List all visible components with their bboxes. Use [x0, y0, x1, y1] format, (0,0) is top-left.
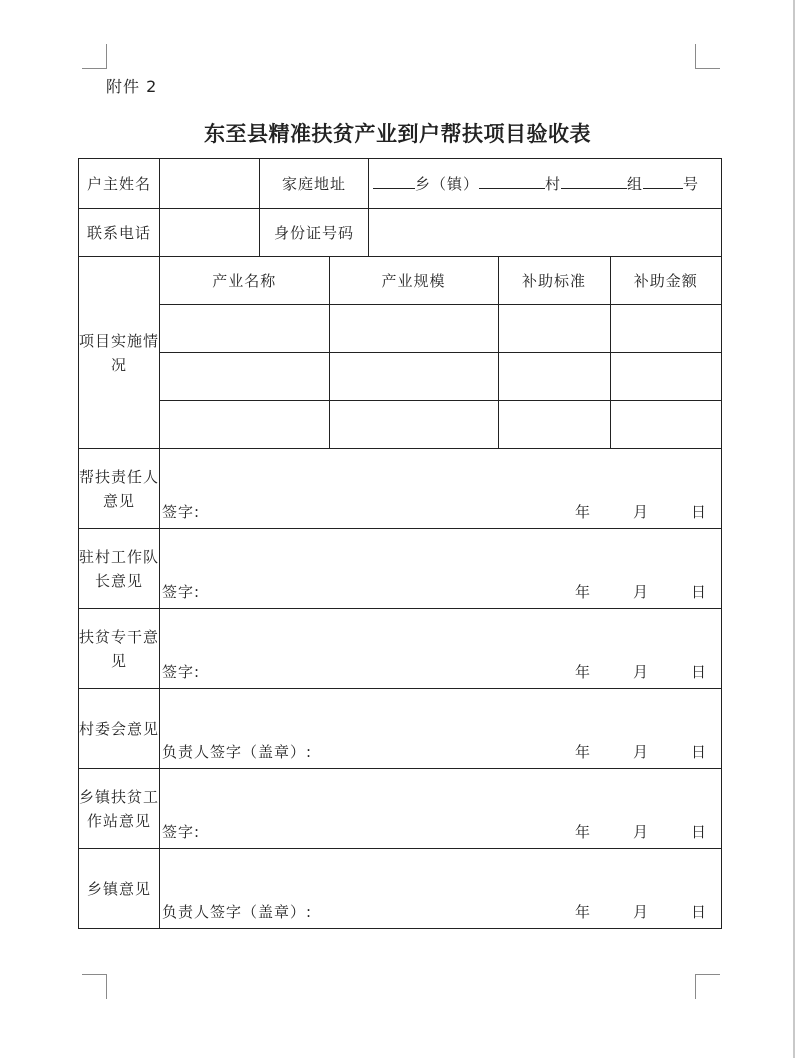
day-label: 日 [690, 903, 707, 921]
date-line [575, 821, 707, 842]
subsidy-standard-cell[interactable] [498, 401, 610, 449]
group-blank[interactable] [561, 173, 627, 189]
id-number-field[interactable] [369, 209, 722, 257]
day-label: 日 [690, 583, 707, 601]
date-line [575, 901, 707, 922]
project-details-table [160, 257, 721, 448]
header-subsidy-standard: 补助标准 [498, 257, 610, 305]
date-line [575, 581, 707, 602]
month-label: 月 [632, 743, 649, 761]
id-number-label: 身份证号码 [260, 209, 369, 257]
opinion-field-village-committee[interactable] [160, 689, 722, 769]
acceptance-form-table [78, 158, 722, 929]
signature-label: 负责人签字（盖章）: [162, 903, 313, 921]
industry-scale-cell[interactable] [329, 401, 498, 449]
opinion-field-township-station[interactable] [160, 769, 722, 849]
signature-label: 签字: [162, 663, 201, 681]
signature-label: 签字: [162, 583, 201, 601]
industry-name-cell[interactable] [160, 305, 329, 353]
attachment-label: 附件 2 [106, 77, 158, 96]
day-label: 日 [690, 743, 707, 761]
month-label: 月 [632, 503, 649, 521]
project-label: 项目实施情况 [79, 257, 160, 449]
address-village: 村 [545, 175, 562, 193]
day-label: 日 [690, 663, 707, 681]
number-blank[interactable] [643, 173, 683, 189]
opinion-field-team-leader[interactable] [160, 529, 722, 609]
opinion-label-township: 乡镇意见 [79, 849, 160, 929]
month-label: 月 [632, 823, 649, 841]
subsidy-amount-cell[interactable] [610, 353, 721, 401]
subsidy-amount-cell[interactable] [610, 305, 721, 353]
month-label: 月 [632, 583, 649, 601]
phone-label: 联系电话 [79, 209, 160, 257]
month-label: 月 [632, 663, 649, 681]
project-row [160, 353, 721, 401]
date-line [575, 741, 707, 762]
householder-name-label: 户主姓名 [79, 159, 160, 209]
date-line [575, 661, 707, 682]
corner-mark-top-right [695, 44, 720, 69]
form-title: 东至县精准扶贫产业到户帮扶项目验收表 [204, 121, 591, 146]
opinion-field-poverty-officer[interactable] [160, 609, 722, 689]
householder-name-field[interactable] [160, 159, 260, 209]
year-label: 年 [574, 823, 591, 841]
header-industry-scale: 产业规模 [329, 257, 498, 305]
opinion-label-team-leader: 驻村工作队长意见 [79, 529, 160, 609]
village-blank[interactable] [479, 173, 545, 189]
subsidy-standard-cell[interactable] [498, 353, 610, 401]
address-label: 家庭地址 [260, 159, 369, 209]
opinion-field-township[interactable] [160, 849, 722, 929]
opinion-label-poverty-officer: 扶贫专干意见 [79, 609, 160, 689]
opinion-label-helper: 帮扶责任人意见 [79, 449, 160, 529]
year-label: 年 [574, 503, 591, 521]
project-row [160, 305, 721, 353]
industry-scale-cell[interactable] [329, 305, 498, 353]
corner-mark-top-left [82, 44, 107, 69]
subsidy-standard-cell[interactable] [498, 305, 610, 353]
header-industry-name: 产业名称 [160, 257, 329, 305]
year-label: 年 [574, 583, 591, 601]
year-label: 年 [574, 903, 591, 921]
opinion-label-village-committee: 村委会意见 [79, 689, 160, 769]
address-group: 组 [627, 175, 644, 193]
industry-scale-cell[interactable] [329, 353, 498, 401]
signature-label: 签字: [162, 503, 201, 521]
corner-mark-bottom-right [695, 974, 720, 999]
day-label: 日 [690, 503, 707, 521]
year-label: 年 [574, 663, 591, 681]
address-field[interactable] [369, 159, 722, 209]
signature-label: 负责人签字（盖章）: [162, 743, 313, 761]
project-details-cell [160, 257, 722, 449]
opinion-label-township-station: 乡镇扶贫工作站意见 [79, 769, 160, 849]
township-blank[interactable] [373, 173, 415, 189]
phone-field[interactable] [160, 209, 260, 257]
month-label: 月 [632, 903, 649, 921]
signature-label: 签字: [162, 823, 201, 841]
subsidy-amount-cell[interactable] [610, 401, 721, 449]
opinion-field-helper[interactable] [160, 449, 722, 529]
industry-name-cell[interactable] [160, 401, 329, 449]
industry-name-cell[interactable] [160, 353, 329, 401]
project-row [160, 401, 721, 449]
corner-mark-bottom-left [82, 974, 107, 999]
address-number: 号 [683, 175, 700, 193]
year-label: 年 [574, 743, 591, 761]
header-subsidy-amount: 补助金额 [610, 257, 721, 305]
date-line [575, 501, 707, 522]
address-township: 乡（镇） [415, 175, 480, 193]
day-label: 日 [690, 823, 707, 841]
